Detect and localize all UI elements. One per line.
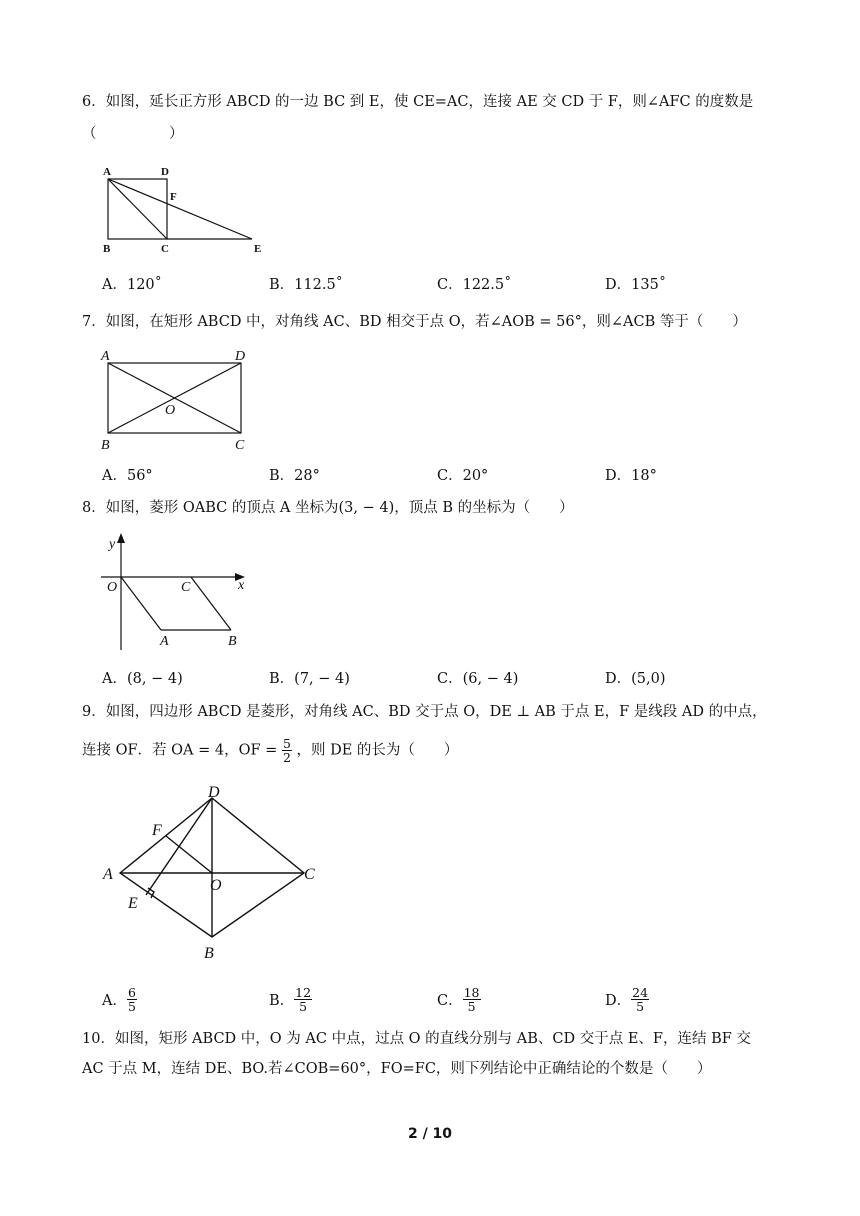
q7-option-a[interactable]: A．56° — [102, 468, 153, 484]
q9-label-F: F — [152, 822, 162, 839]
q7-option-d[interactable]: D．18° — [605, 468, 657, 484]
q6-label-B: B — [103, 243, 111, 255]
q9-label-E: E — [128, 895, 138, 912]
q9-label-A: A — [103, 866, 113, 883]
q9-option-b[interactable]: B． $\frac{12}{5}$ — [269, 985, 312, 1014]
q6-label-F: F — [170, 191, 177, 203]
q6-stem-line1: 6．如图，延长正方形 ABCD 的一边 BC 到 E，使 CE=AC，连接 AE 交 CD 于 F，则∠AFC 的度数是 — [82, 94, 754, 110]
q6-option-d[interactable]: D．135˚ — [605, 277, 667, 293]
q7-label-B: B — [101, 438, 110, 453]
q9-label-B: B — [204, 945, 214, 962]
q9-stem-line2: 连接 OF．若 OA = 4，OF = $\frac{5}{2}$ ，则 DE 的长为（ ） — [82, 736, 459, 765]
q8-label-C: C — [181, 580, 191, 595]
q6-label-D: D — [161, 166, 169, 178]
q8-option-c[interactable]: C．(6, − 4) — [437, 671, 519, 687]
q6-option-b[interactable]: B．112.5˚ — [269, 277, 343, 293]
q7-label-O: O — [165, 403, 176, 418]
q6-figure — [96, 160, 276, 256]
q6-stem-line2: （ ） — [82, 126, 184, 142]
q8-label-O: O — [107, 580, 118, 595]
q8-stem: 8．如图，菱形 OABC 的顶点 A 坐标为(3, − 4)，顶点 B 的坐标为（ ） — [82, 500, 574, 516]
q9-stem-line1: 9．如图，四边形 ABCD 是菱形，对角线 AC、BD 交于点 O，DE ⊥ AB 于点 E，F 是线段 AD 的中点， — [82, 704, 767, 720]
q8-option-b[interactable]: B．(7, − 4) — [269, 671, 350, 687]
q6-label-A: A — [103, 166, 111, 178]
q8-label-B: B — [228, 634, 237, 649]
q7-label-C: C — [235, 438, 245, 453]
q9-label-O: O — [210, 877, 222, 894]
q7-option-b[interactable]: B．28° — [269, 468, 320, 484]
q9-label-C: C — [304, 866, 315, 883]
q8-option-a[interactable]: A．(8, − 4) — [102, 671, 183, 687]
q6-option-c[interactable]: C．122.5˚ — [437, 277, 512, 293]
q8-label-y: y — [109, 537, 116, 552]
q7-label-D: D — [235, 349, 246, 364]
q8-label-A: A — [160, 634, 169, 649]
q9-figure — [96, 780, 326, 966]
q9-label-D: D — [208, 784, 220, 801]
q7-figure — [96, 344, 266, 454]
q10-stem-line2: AC 于点 M，连结 DE、BO.若∠COB=60°，FO=FC，则下列结论中正确结论的个数是（ ） — [82, 1061, 712, 1077]
q7-option-c[interactable]: C．20° — [437, 468, 489, 484]
q9-of-fraction: $\frac{5}{2}$ — [282, 736, 291, 765]
q6-label-E: E — [254, 243, 262, 255]
q8-label-x: x — [238, 578, 245, 593]
page-number: 2 / 10 — [407, 1126, 453, 1142]
q9-option-a[interactable]: A． $\frac{6}{5}$ — [102, 985, 136, 1014]
q10-stem-line1: 10．如图，矩形 ABCD 中，O 为 AC 中点，过点 O 的直线分别与 AB、CD 交于点 E、F，连结 BF 交 — [82, 1031, 751, 1047]
q8-figure — [96, 532, 266, 656]
q9-option-c[interactable]: C． $\frac{18}{5}$ — [437, 985, 480, 1014]
q7-label-A: A — [101, 349, 110, 364]
q9-option-d[interactable]: D． $\frac{24}{5}$ — [605, 985, 649, 1014]
q7-stem: 7．如图，在矩形 ABCD 中，对角线 AC、BD 相交于点 O，若∠AOB = 56°，则∠ACB 等于（ ） — [82, 314, 747, 330]
q6-option-a[interactable]: A．120˚ — [102, 277, 162, 293]
q6-label-C: C — [161, 243, 169, 255]
q8-option-d[interactable]: D．(5,0) — [605, 671, 666, 687]
